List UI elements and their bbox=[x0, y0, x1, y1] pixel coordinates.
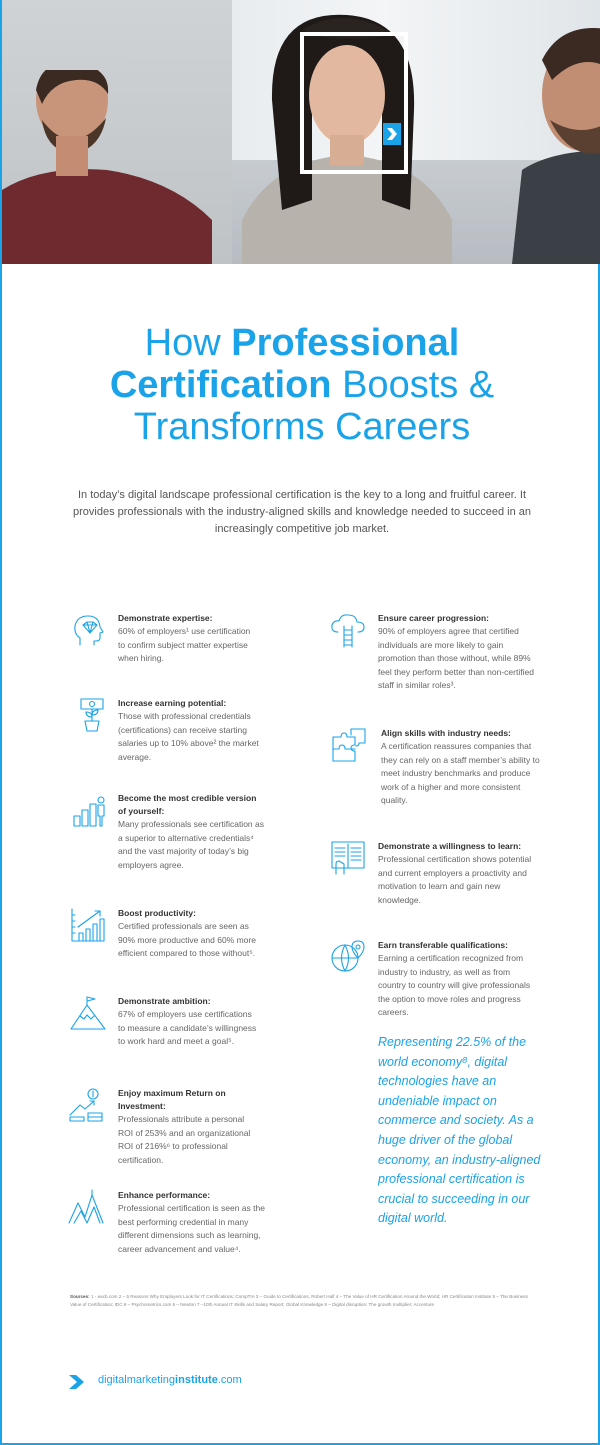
mountain-flag-icon bbox=[70, 995, 106, 1031]
page-title: How Professional Certification Boosts & Transforms Careers bbox=[109, 322, 495, 448]
cloud-ladder-icon bbox=[330, 612, 366, 648]
infographic-page: How Professional Certification Boosts & Transforms Careers In today’s digital landscape professional certification is the key to a long and fruitful career. It provides professionals with the industry-aligned skills and knowledge needed to succeed in an increasingly competitive job market. Demonstrate expertise: 60% of employers¹ use certification to confirm subject matter expertise when hiring. Increase earning potential: Those with professional credentials (certifications) can receive starting salaries up to 10% above² the market average. Become the most credible version of yourself: Many professionals see certification as a superior to alternative credentials⁴ and the vast majority of today’s big employers agree. Boost productivity: Certified professionals are seen as 90% more productive and 60% more efficient compared to those without⁵. Demonstrate ambition: 67% of employers use certifications to measure a candidate’s willingness to work hard and meet a goal⁵. Enjoy maximum Return on Investment: Professionals attribute a personal ROI of 253% and an organizational ROI of 216%⁶ to professional certification. Enhance performance: Professional certification is seen as the best performing credential in many different dimensions such as learning, career advancement and value⁴. Ensure career progression: 90% of employers agree that certified individuals are more likely to gain promotion than those without, while 89% feel they perform better than non-certified staff in similar roles³. Align skills with industry needs: A certification reassures companies that they can rely on a staff member’s ability to meet industry benchmarks and produce work of a higher and more consistent quality. Demonstrate a willingness to learn: Professional certification shows potential and current employers a proactivity and motivation to learn and gain new knowledge. Earn transferable qualifications: Earning a certification recognized from industry to industry, as well as from country to country will give professionals the option to move roles and progress careers. Representing 22.5% of the world economy⁸, digital technologies have an undeniable impact on commerce and society. As a huge driver of the global economy, an industry-aligned professional certification is crucial to succeeding in our digital world. Sources: 1 - eacb.com 2 – 5 Reasons Why Employers Look for IT Certifications; CompTIA 3 – Guide to Certifications, Robert Half 4 – The Value of HR Certification Around the World; HR Certification Institute 5 – The Business Value of Certification; IDC 6 – Psychometrics.com 6 – Newton 7 –10th Annual IT Skills and Salary Report; Global Knowledge 8 – Digital disruption: The growth multiplier; Accenture digitalmarketinginstitute.com bbox=[0, 0, 600, 1445]
growth-chart-icon bbox=[70, 907, 106, 943]
intro-paragraph: In today’s digital landscape professional certification is the key to a long and fruitful career. It provides professionals with the industry-aligned skills and knowledge needed to succeed in an increasingly competitive job market. bbox=[73, 489, 531, 535]
globe-pin-icon bbox=[330, 939, 366, 975]
coins-growth-icon bbox=[68, 1087, 104, 1123]
man-right-figure bbox=[512, 0, 600, 264]
puzzle-icon bbox=[331, 727, 367, 763]
portrait-frame bbox=[300, 32, 408, 174]
bar-person-icon bbox=[72, 792, 108, 828]
book-hand-icon bbox=[330, 840, 366, 876]
money-plant-icon bbox=[78, 697, 114, 733]
man-left-figure bbox=[2, 70, 212, 264]
head-diamond-icon bbox=[70, 612, 106, 648]
hero-photo bbox=[2, 0, 600, 264]
highlight-quote: Representing 22.5% of the world economy⁸, digital technologies have an undeniable impact on commerce and society. As a huge driver of the global economy, an industry-aligned professional certification is crucial to succeeding in our digital world. bbox=[378, 1035, 541, 1226]
peaks-icon bbox=[68, 1189, 104, 1225]
brand-tab-icon bbox=[383, 123, 401, 145]
brand-chevron-icon bbox=[68, 1374, 86, 1390]
website-link[interactable]: digitalmarketinginstitute.com bbox=[98, 1374, 242, 1386]
sources-footnote: Sources: 1 - eacb.com 2 – 5 Reasons Why Employers Look for IT Certifications; CompTIA 3 – Guide to Certifications, Robert Half 4 – The Value of HR Certification Around the World; HR Certification Institute 5 – The Business Value of Certification; IDC 6 – Psychometrics.com 6 – Newton 7 –10th Annual IT Skills and Salary Report; Global Knowledge 8 – Digital disruption: The growth multiplier; Accenture bbox=[70, 1294, 528, 1307]
